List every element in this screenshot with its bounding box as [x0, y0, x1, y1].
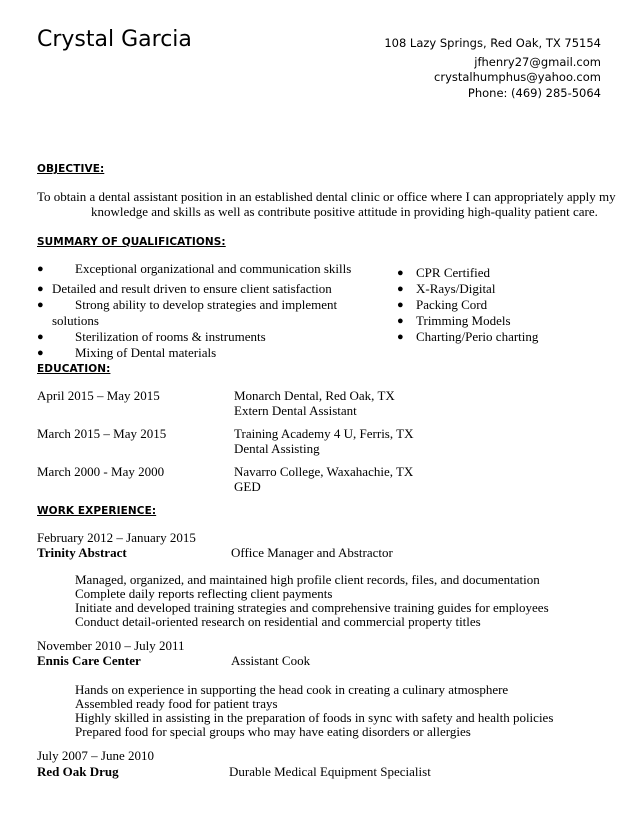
skill-item: Charting/Perio charting: [416, 329, 539, 344]
job-duty: Assembled ready food for patient trays: [75, 696, 278, 711]
bullet-icon: ●: [397, 299, 404, 311]
job-title: Assistant Cook: [231, 653, 311, 668]
summary-heading: SUMMARY OF QUALIFICATIONS:: [37, 236, 226, 248]
bullet-icon: ●: [37, 299, 44, 311]
job-duty: Managed, organized, and maintained high profile client records, files, and documentation: [75, 572, 540, 587]
work-heading: WORK EXPERIENCE:: [37, 505, 157, 517]
education-dates: April 2015 – May 2015: [37, 388, 160, 403]
education-detail: Dental Assisting: [234, 441, 320, 456]
skill-item: Packing Cord: [416, 297, 488, 312]
education-heading: EDUCATION:: [37, 363, 111, 375]
job-title: Durable Medical Equipment Specialist: [229, 764, 431, 779]
bullet-icon: ●: [37, 347, 44, 359]
bullet-icon: ●: [397, 267, 404, 279]
job-dates: July 2007 – June 2010: [37, 748, 154, 763]
bullet-icon: ●: [37, 331, 44, 343]
job-duty: Hands on experience in supporting the head cook in creating a culinary atmosphere: [75, 682, 509, 697]
job-company: Trinity Abstract: [37, 545, 127, 560]
education-detail: GED: [234, 479, 261, 494]
qualification-item-continued: solutions: [52, 313, 99, 328]
education-detail: Extern Dental Assistant: [234, 403, 357, 418]
objective-line-1: To obtain a dental assistant position in an established dental clinic or office where I can appropriately apply my: [37, 189, 616, 204]
objective-heading: OBJECTIVE:: [37, 163, 105, 175]
skill-item: X-Rays/Digital: [416, 281, 496, 296]
job-duty: Prepared food for special groups who may have eating disorders or allergies: [75, 724, 471, 739]
education-school: Monarch Dental, Red Oak, TX: [234, 388, 395, 403]
qualification-item: Sterilization of rooms & instruments: [75, 329, 266, 344]
education-school: Training Academy 4 U, Ferris, TX: [234, 426, 414, 441]
job-dates: February 2012 – January 2015: [37, 530, 196, 545]
education-school: Navarro College, Waxahachie, TX: [234, 464, 414, 479]
bullet-icon: ●: [397, 315, 404, 327]
qualification-item: Detailed and result driven to ensure client satisfaction: [52, 281, 332, 296]
qualification-item: Exceptional organizational and communication skills: [75, 261, 352, 276]
email-secondary[interactable]: crystalhumphus@yahoo.com: [434, 70, 601, 84]
job-title: Office Manager and Abstractor: [231, 545, 393, 560]
address: 108 Lazy Springs, Red Oak, TX 75154: [384, 36, 601, 50]
bullet-icon: ●: [397, 283, 404, 295]
job-duty: Initiate and developed training strategies and comprehensive training guides for employees: [75, 600, 549, 615]
bullet-icon: ●: [37, 283, 44, 295]
job-duty: Conduct detail-oriented research on residential and commercial property titles: [75, 614, 481, 629]
email-primary[interactable]: jfhenry27@gmail.com: [474, 55, 601, 69]
bullet-icon: ●: [397, 331, 404, 343]
qualification-item: Strong ability to develop strategies and implement: [75, 297, 338, 312]
qualification-item: Mixing of Dental materials: [75, 345, 217, 360]
phone: Phone: (469) 285-5064: [467, 86, 601, 100]
skill-item: CPR Certified: [416, 265, 491, 280]
job-duty: Complete daily reports reflecting client payments: [75, 586, 333, 601]
education-dates: March 2015 – May 2015: [37, 426, 167, 441]
skill-item: Trimming Models: [416, 313, 511, 328]
objective-line-2: knowledge and skills as well as contribute positive attitude in providing high-quality patient care.: [91, 204, 598, 219]
applicant-name: Crystal Garcia: [37, 27, 192, 52]
bullet-icon: ●: [37, 263, 44, 275]
job-company: Red Oak Drug: [37, 764, 119, 779]
job-duty: Highly skilled in assisting in the preparation of foods in sync with safety and health policies: [75, 710, 554, 725]
job-company: Ennis Care Center: [37, 653, 141, 668]
job-dates: November 2010 – July 2011: [37, 638, 185, 653]
education-dates: March 2000 - May 2000: [37, 464, 165, 479]
